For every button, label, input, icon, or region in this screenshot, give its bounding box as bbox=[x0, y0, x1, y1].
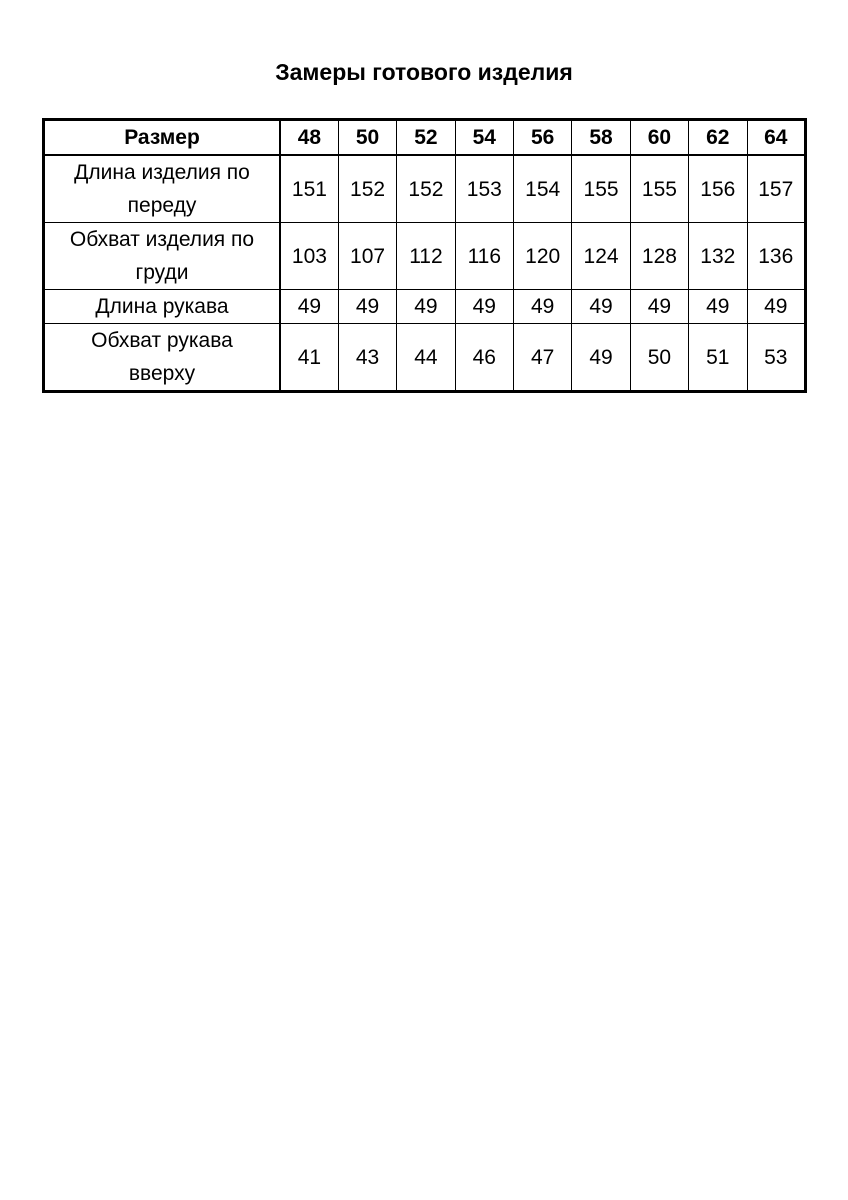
table-row bbox=[44, 223, 806, 290]
value-cell: 151 bbox=[280, 155, 338, 223]
value-cell: 49 bbox=[514, 290, 572, 324]
header-size-cell: 54 bbox=[455, 120, 513, 156]
row-label-line: переду bbox=[127, 194, 197, 217]
value-cell: 49 bbox=[630, 290, 688, 324]
value-cell: 157 bbox=[747, 155, 806, 223]
page-title: Замеры готового изделия bbox=[275, 59, 573, 85]
value-cell: 53 bbox=[747, 324, 806, 392]
value-cell: 49 bbox=[280, 290, 338, 324]
value-cell: 155 bbox=[630, 155, 688, 223]
row-label-cell bbox=[44, 324, 281, 392]
value-cell: 154 bbox=[514, 155, 572, 223]
value-cell: 124 bbox=[572, 223, 630, 290]
value-cell: 107 bbox=[338, 223, 396, 290]
value-cell: 103 bbox=[280, 223, 338, 290]
value-cell: 44 bbox=[397, 324, 455, 392]
value-cell: 152 bbox=[338, 155, 396, 223]
table-row bbox=[44, 155, 806, 223]
header-size-cell: 60 bbox=[630, 120, 688, 156]
header-size-cell: 62 bbox=[689, 120, 747, 156]
value-cell: 49 bbox=[747, 290, 806, 324]
value-cell: 156 bbox=[689, 155, 747, 223]
value-cell: 128 bbox=[630, 223, 688, 290]
value-cell: 136 bbox=[747, 223, 806, 290]
value-cell: 47 bbox=[514, 324, 572, 392]
value-cell: 49 bbox=[397, 290, 455, 324]
value-cell: 132 bbox=[689, 223, 747, 290]
row-label-line: вверху bbox=[128, 362, 196, 385]
row-label-line: Обхват рукава bbox=[91, 329, 233, 352]
value-cell: 153 bbox=[455, 155, 513, 223]
header-size-cell: 52 bbox=[397, 120, 455, 156]
value-cell: 49 bbox=[572, 290, 630, 324]
table-row bbox=[44, 324, 806, 392]
header-label-cell: Размер bbox=[44, 120, 281, 156]
row-label-line: Обхват изделия по bbox=[69, 228, 255, 251]
table-header-row bbox=[44, 120, 806, 156]
value-cell: 41 bbox=[280, 324, 338, 392]
row-label-cell bbox=[44, 223, 281, 290]
value-cell: 152 bbox=[397, 155, 455, 223]
value-cell: 49 bbox=[338, 290, 396, 324]
header-size-cell: 50 bbox=[338, 120, 396, 156]
value-cell: 116 bbox=[455, 223, 513, 290]
header-size-cell: 48 bbox=[280, 120, 338, 156]
header-size-cell: 64 bbox=[747, 120, 806, 156]
row-label-cell bbox=[44, 155, 281, 223]
value-cell: 50 bbox=[630, 324, 688, 392]
table-row bbox=[44, 290, 806, 324]
value-cell: 49 bbox=[689, 290, 747, 324]
row-label-line: Длина изделия по bbox=[74, 161, 250, 184]
row-label-line: Длина рукава bbox=[95, 295, 229, 318]
value-cell: 51 bbox=[689, 324, 747, 392]
value-cell: 49 bbox=[572, 324, 630, 392]
value-cell: 49 bbox=[455, 290, 513, 324]
value-cell: 43 bbox=[338, 324, 396, 392]
header-size-cell: 58 bbox=[572, 120, 630, 156]
value-cell: 155 bbox=[572, 155, 630, 223]
row-label-cell bbox=[44, 290, 281, 324]
header-size-cell: 56 bbox=[514, 120, 572, 156]
row-label-line: груди bbox=[135, 261, 189, 284]
value-cell: 112 bbox=[397, 223, 455, 290]
value-cell: 46 bbox=[455, 324, 513, 392]
value-cell: 120 bbox=[514, 223, 572, 290]
measurements-table bbox=[42, 118, 807, 393]
